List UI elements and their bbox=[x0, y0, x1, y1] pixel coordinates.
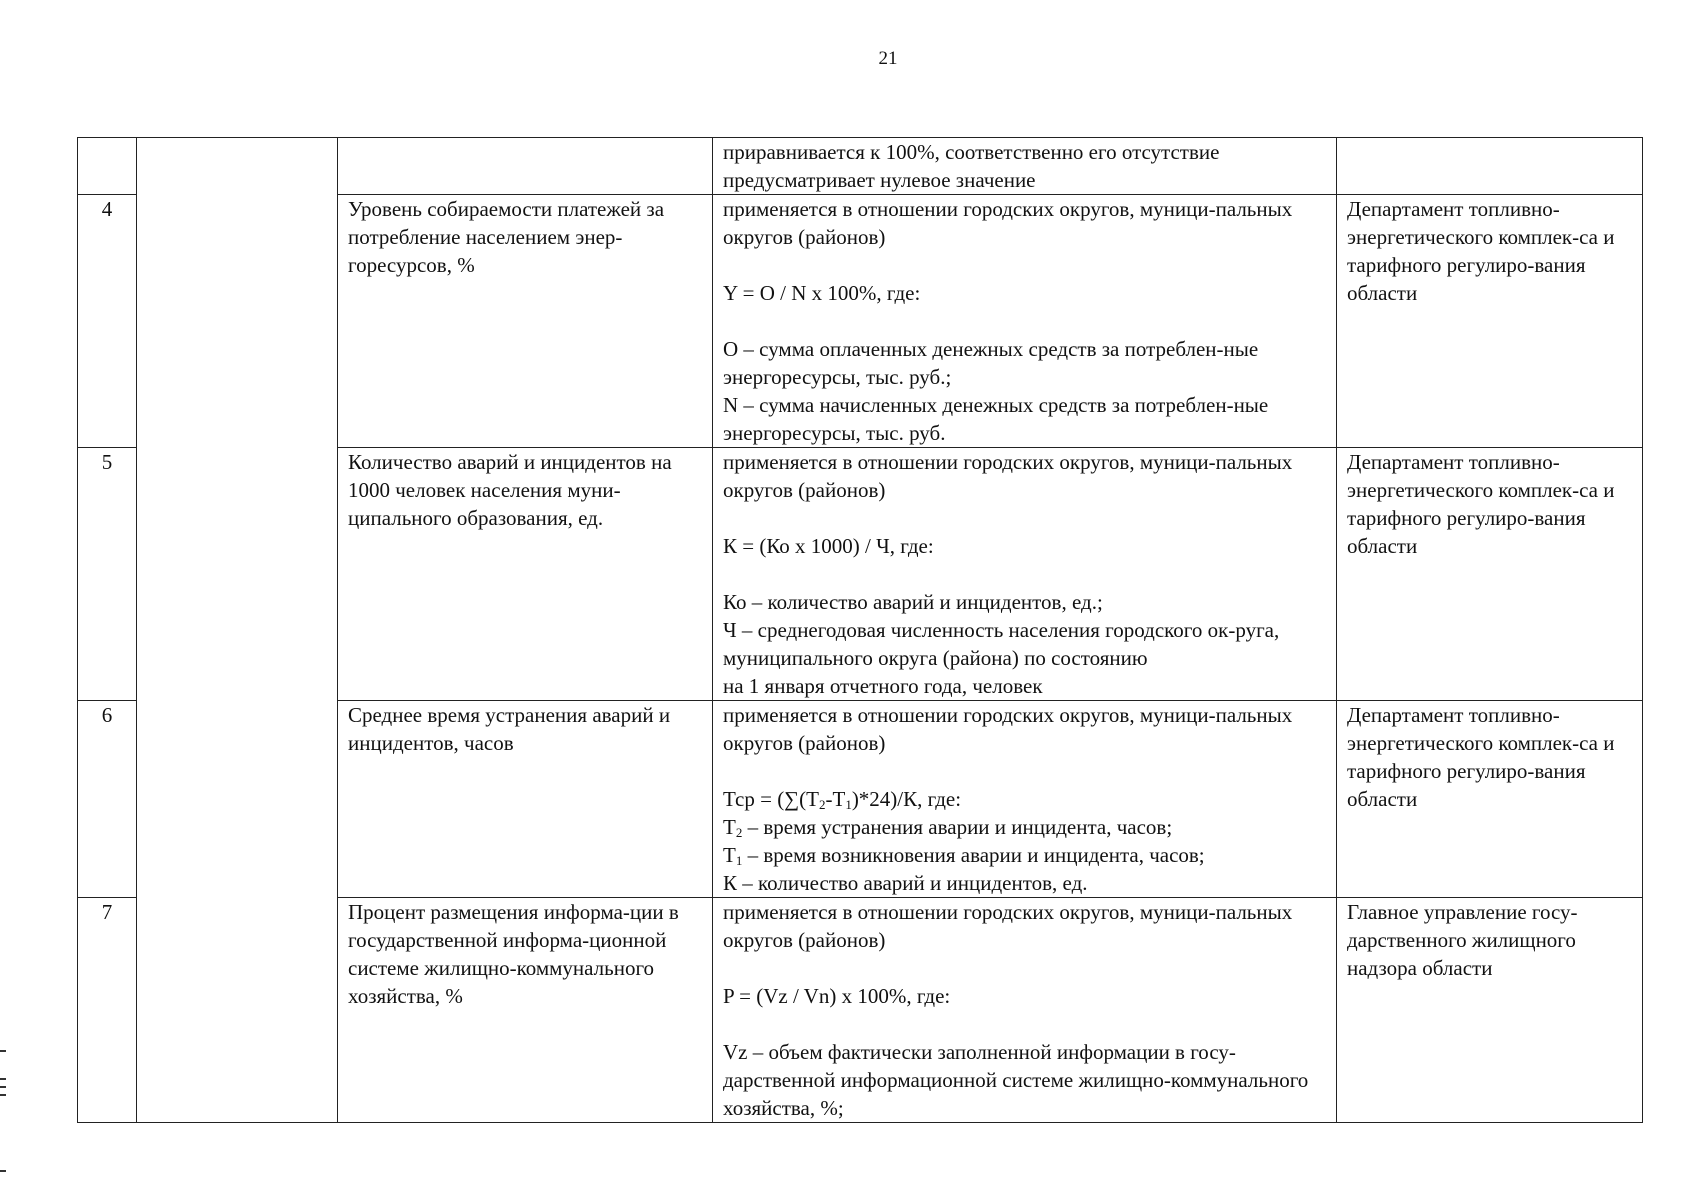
method-variable: Ч – среднегодовая численность населения городского ок-руга, муниципального округа (района) по состоянию bbox=[723, 618, 1280, 670]
method-variable: $Т_2$ – время устранения аварии и инцидента, часов; bbox=[723, 815, 1173, 840]
method-cell bbox=[713, 138, 1337, 195]
page-number: 21 bbox=[878, 48, 898, 69]
responsible-cell: Департамент топливно-энергетического комплек-са и тарифного регулиро-вания области bbox=[1337, 448, 1643, 701]
method-variable: $Т_1$ – время возникновения аварии и инцидента, часов; bbox=[723, 843, 1205, 868]
responsible-cell bbox=[1337, 138, 1643, 195]
method-scope: применяется в отношении городских округов, муници-пальных округов (районов) bbox=[723, 197, 1293, 249]
row-number-cell: 6 bbox=[78, 701, 137, 898]
responsible-cell: Департамент топливно-энергетического комплек-са и тарифного регулиро-вания области bbox=[1337, 701, 1643, 898]
method-variable: К – количество аварий и инцидентов, ед. bbox=[723, 871, 1088, 895]
row-number-cell: 7 bbox=[78, 898, 137, 1123]
margin-mark bbox=[0, 1078, 6, 1080]
indicator-cell: Процент размещения информа-ции в государственной информа-ционной системе жилищно-коммунального хозяйства, % bbox=[338, 898, 713, 1123]
margin-mark bbox=[0, 1050, 6, 1052]
method-formula: Y = O / N x 100%, где: bbox=[723, 281, 921, 305]
method-variable: Ко – количество аварий и инцидентов, ед.; bbox=[723, 590, 1103, 614]
group-cell bbox=[137, 138, 338, 1123]
method-cell bbox=[713, 898, 1337, 1123]
margin-mark bbox=[0, 1170, 6, 1172]
indicator-cell: Среднее время устранения аварий и инцидентов, часов bbox=[338, 701, 713, 898]
method-scope: применяется в отношении городских округов, муници-пальных округов (районов) bbox=[723, 900, 1293, 952]
method-cell bbox=[713, 195, 1337, 448]
method-variable: O – сумма оплаченных денежных средств за потреблен-ные энергоресурсы, тыс. руб.; bbox=[723, 337, 1259, 389]
method-scope: применяется в отношении городских округов, муници-пальных округов (районов) bbox=[723, 703, 1293, 755]
method-variable: на 1 января отчетного года, человек bbox=[723, 674, 1043, 698]
indicator-cell bbox=[338, 138, 713, 195]
indicator-cell: Количество аварий и инцидентов на 1000 человек населения муни-ципального образования, ед. bbox=[338, 448, 713, 701]
row-number-cell: 4 bbox=[78, 195, 137, 448]
method-variable: Vz – объем фактически заполненной информации в госу-дарственной информационной системе жилищно-коммунального хозяйства, %; bbox=[723, 1040, 1309, 1120]
method-cell bbox=[713, 701, 1337, 898]
responsible-cell: Департамент топливно-энергетического комплек-са и тарифного регулиро-вания области bbox=[1337, 195, 1643, 448]
indicator-cell: Уровень собираемости платежей за потребление населением энер-горесурсов, % bbox=[338, 195, 713, 448]
method-formula: Тср = $(\sum(Т_2-Т_1)*24)/К$, где: bbox=[723, 787, 962, 812]
row-number-cell bbox=[78, 138, 137, 195]
method-scope: применяется в отношении городских округов, муници-пальных округов (районов) bbox=[723, 450, 1293, 502]
margin-mark bbox=[0, 1094, 6, 1096]
method-line: приравнивается к 100%, соответственно его отсутствие bbox=[723, 140, 1220, 164]
margin-mark bbox=[0, 1086, 6, 1088]
method-formula: P = (Vz / Vn) x 100%, где: bbox=[723, 984, 951, 1008]
responsible-cell: Главное управление госу-дарственного жилищного надзора области bbox=[1337, 898, 1643, 1123]
indicators-table bbox=[77, 137, 1643, 1123]
method-line: предусматривает нулевое значение bbox=[723, 168, 1036, 192]
table-row bbox=[78, 138, 1643, 195]
row-number-cell: 5 bbox=[78, 448, 137, 701]
method-variable: N – сумма начисленных денежных средств за потреблен-ные энергоресурсы, тыс. руб. bbox=[723, 393, 1269, 445]
method-cell bbox=[713, 448, 1337, 701]
method-formula: К = (Ко х 1000) / Ч, где: bbox=[723, 534, 934, 558]
